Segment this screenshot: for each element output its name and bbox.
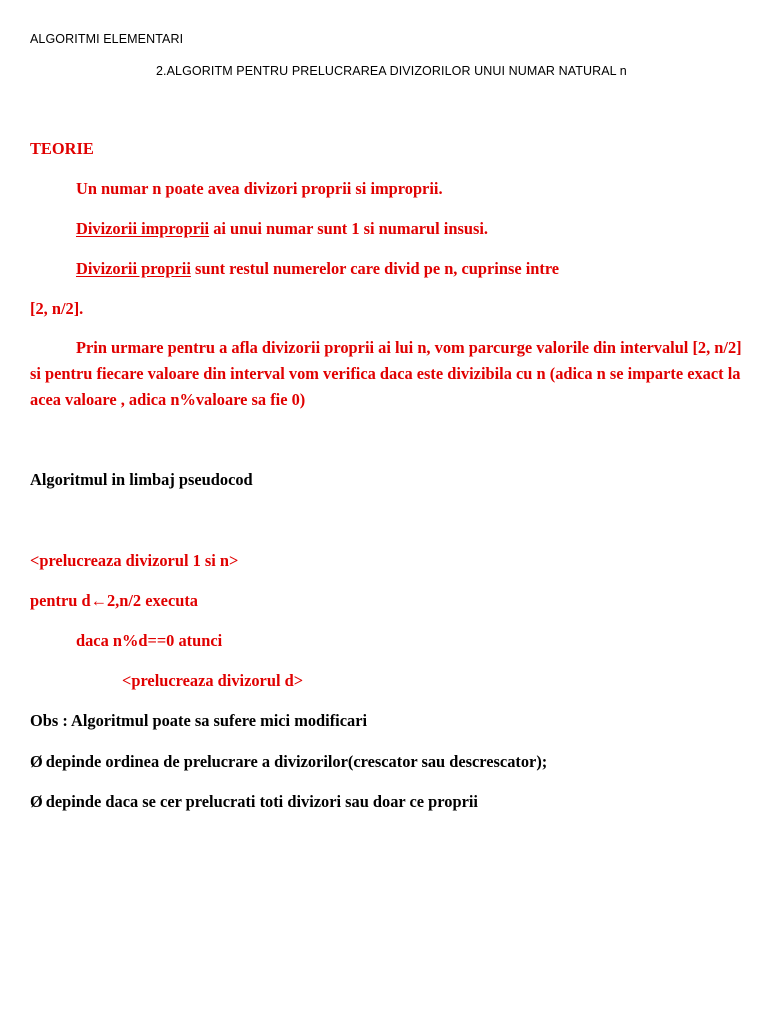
theory-line-4: [2, n/2].: [30, 299, 84, 318]
theory-line-3: [76, 259, 559, 279]
observation-item-1: [30, 752, 547, 772]
theory-line-2-rest: ai unui numar sunt 1 si numarul insusi.: [209, 219, 488, 238]
bullet-arrow-icon: Ø: [30, 792, 43, 811]
code-line-1: <prelucreaza divizorul 1 si n>: [30, 551, 239, 570]
theory-heading: TEORIE: [30, 139, 94, 158]
observation-item-2: [30, 792, 478, 812]
theory-paragraph: Prin urmare pentru a afla divizorii proprii ai lui n, vom parcurge valorile din intervalul [2, n/2] si pentru fiecare valoare din interval vom verifica daca este divizibila cu n (adica n se imparte exact la acea valoare , adica n%valoare sa fie 0): [30, 338, 742, 409]
term-proper-divisors: Divizorii proprii: [76, 259, 191, 278]
document-title: ALGORITMI ELEMENTARI: [30, 32, 184, 46]
observation-label: Obs : Algoritmul poate sa sufere mici modificari: [30, 711, 368, 730]
theory-line-2: [76, 219, 488, 239]
code-line-2: pentru d←2,n/2 executa: [30, 591, 199, 610]
document-subtitle: 2.ALGORITM PENTRU PRELUCRAREA DIVIZORILOR UNUI NUMAR NATURAL n: [156, 64, 627, 78]
code-line-4: <prelucreaza divizorul d>: [122, 671, 304, 690]
term-improper-divisors: Divizorii improprii: [76, 219, 210, 238]
code-line-3: daca n%d==0 atunci: [76, 631, 223, 650]
observation-item-2-text: depinde daca se cer prelucrati toti divizori sau doar ce proprii: [45, 792, 478, 811]
bullet-arrow-icon: Ø: [30, 752, 43, 771]
algorithm-heading: Algoritmul in limbaj pseudocod: [30, 470, 253, 489]
observation-item-1-text: depinde ordinea de prelucrare a divizorilor(crescator sau descrescator);: [45, 752, 548, 771]
theory-line-3-rest: sunt restul numerelor care divid pe n, cuprinse intre: [190, 259, 560, 278]
theory-line-1: Un numar n poate avea divizori proprii si improprii.: [76, 179, 443, 198]
